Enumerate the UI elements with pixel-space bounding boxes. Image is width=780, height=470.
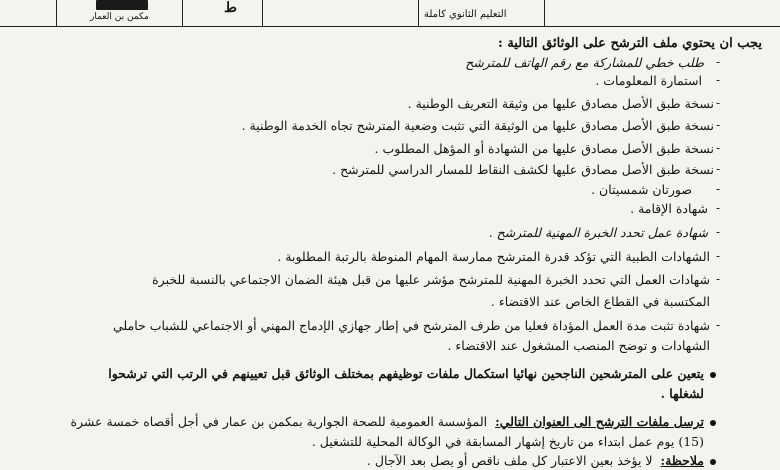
list-dash: - <box>716 162 721 176</box>
list-dash: - <box>716 73 721 87</box>
doc-item: شهادة تثبت مدة العمل المؤداة فعليا من طرف المترشح في إطار جهازي الإدماج المهني أو الاجتماعي للشباب حاملي <box>112 318 710 333</box>
note-line <box>367 453 704 469</box>
doc-item: نسخة طبق الأصل مصادق عليها من الشهادة أو المؤهل المطلوب . <box>374 141 714 156</box>
doc-item: المكتسبة في القطاع الخاص عند الاقتضاء . <box>490 294 710 309</box>
list-dash: - <box>716 182 721 196</box>
doc-item: نسخة طبق الأصل مصادق عليها من وثيقة التعريف الوطنية . <box>407 96 714 111</box>
list-dash: - <box>716 249 721 263</box>
doc-item: شهادة عمل تحدد الخبرة المهنية للمترشح . <box>488 225 708 240</box>
doc-item: نسخة طبق الأصل مصادق عليها لكشف النقاط للمسار الدراسي للمترشح . <box>332 162 714 177</box>
list-dash: - <box>716 272 721 286</box>
address-line <box>70 414 704 430</box>
list-dash: - <box>716 225 721 239</box>
doc-item: طلب خطي للمشاركة مع رقم الهاتف للمترشح <box>465 55 704 70</box>
doc-item: شهادة الإقامة . <box>630 201 708 216</box>
doc-item: صورتان شمسيتان . <box>591 182 692 197</box>
handwritten-mark: ط <box>224 0 237 16</box>
level-text: التعليم الثانوي كاملة <box>424 9 507 20</box>
doc-item: الشهادات الطبية التي تؤكد قدرة المترشح ممارسة المهام المنوطة بالرتبة المطلوبة . <box>277 249 710 264</box>
note-text: لا يؤخذ بعين الاعتبار كل ملف ناقص أو يصل بعد الآجال . <box>366 453 653 468</box>
list-dash: - <box>716 141 721 155</box>
list-dash: - <box>716 55 721 69</box>
bullet-dot <box>710 459 716 465</box>
list-dash: - <box>716 118 721 132</box>
bullet-text: لشغلها . <box>660 386 704 401</box>
doc-item: استمارة المعلومات . <box>595 73 702 88</box>
doc-item: شهادات العمل التي تحدد الخبرة المهنية للمترشح مؤشر عليها من قبل هيئة الضمان الاجتماعي بالنسبة للخبرة <box>152 272 710 287</box>
doc-item: نسخة طبق الأصل مصادق عليها من الوثيقة التي تثبت وضعية المترشح تجاه الخدمة الوطنية . <box>241 118 714 133</box>
bullet-dot <box>710 372 716 378</box>
list-dash: - <box>716 96 721 110</box>
list-dash: - <box>716 201 721 215</box>
note-label: ملاحظة: <box>660 453 704 468</box>
doc-item: الشهادات و توضح المنصب المشغول عند الاقتضاء . <box>447 338 710 353</box>
place-text: مكمن بن العمار <box>90 12 149 22</box>
address-text: المؤسسة العمومية للصحة الجوارية بمكمن بن عمار في أجل أقصاه خمسة عشرة <box>70 414 488 429</box>
bullet-dot <box>710 420 716 426</box>
bullet-text: يتعين على المترشحين الناجحين نهائيا استكمال ملفات توظيفهم بمختلف الوثائق قبل تعيينهم في الرتب التي ترشحوا <box>108 366 704 381</box>
intro-heading: يجب ان يحتوي ملف الترشح على الوثائق التالية : <box>498 36 762 51</box>
list-dash: - <box>716 318 721 332</box>
address-line-2: (15) يوم عمل ابتداء من تاريخ إشهار المسابقة في الوكالة المحلية للتشغيل . <box>311 434 704 449</box>
address-label: ترسل ملفات الترشح الى العنوان التالي: <box>495 414 704 429</box>
header-table-fragment <box>0 0 780 27</box>
stamp-fragment <box>96 0 148 10</box>
